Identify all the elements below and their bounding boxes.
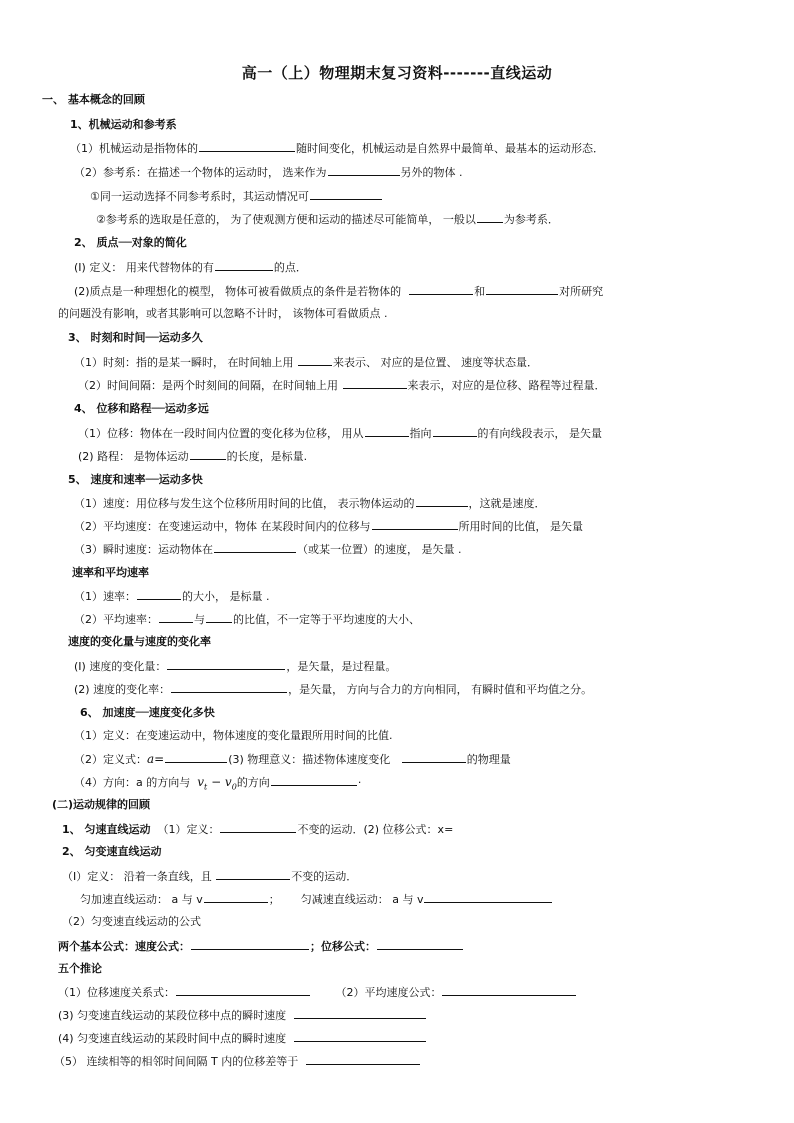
heading-particle: 2、 质点──对象的简化	[74, 236, 187, 249]
text-line: ①同一运动选择不同参考系时，其运动情况可	[90, 188, 383, 205]
heading-speed: 速率和平均速率	[72, 566, 149, 579]
text-line: 两个基本公式：速度公式： ；位移公式：	[58, 938, 464, 955]
fill-blank[interactable]	[294, 1030, 426, 1042]
fill-blank[interactable]	[199, 140, 295, 152]
text-line: (2) 路程： 是物体运动 的长度，是标量.	[78, 450, 308, 463]
text-line: （1）时刻：指的是某一瞬时， 在时间轴上用 来表示、 对应的是位置、 速度等状态量．	[74, 356, 538, 369]
section-heading-basic-concepts: 一、 基本概念的回顾	[42, 93, 145, 106]
fill-blank[interactable]	[159, 611, 193, 623]
fill-blank[interactable]	[220, 821, 296, 833]
fill-blank[interactable]	[216, 868, 290, 880]
text-line: （Ⅰ）定义： 沿着一条直线，且 不变的运动．	[62, 870, 358, 883]
text-line: 匀加速直线运动： a 与 v ； 匀减速直线运动： a 与 v	[80, 891, 553, 908]
fill-blank[interactable]	[442, 984, 576, 996]
heading-displacement: 4、 位移和路程──运动多远	[74, 402, 209, 415]
velocity-difference-formula: $v_t - v_0$	[197, 775, 237, 792]
fill-blank[interactable]	[176, 984, 310, 996]
text-line: (3) 匀变速直线运动的某段位移中点的瞬时速度	[58, 1007, 427, 1024]
fill-blank[interactable]	[402, 751, 466, 763]
text-line: (4) 匀变速直线运动的某段时间中点的瞬时速度	[58, 1030, 427, 1047]
heading-velocity-change: 速度的变化量与速度的变化率	[68, 635, 211, 648]
text-line: （1）机械运动是指物体的 随时间变化，机械运动是自然界中最简单、最基本的运动形态．	[70, 142, 604, 155]
fill-blank[interactable]	[137, 588, 181, 600]
text-line: （2）匀变速直线运动的公式	[62, 915, 201, 928]
fill-blank[interactable]	[214, 541, 296, 553]
heading-time: 3、 时刻和时间──运动多久	[68, 331, 203, 344]
text-line: （2）定义式：a= (3) 物理意义：描述物体速度变化 的物理量	[74, 752, 511, 766]
document-title: 高一（上）物理期末复习资料-------直线运动	[241, 64, 553, 82]
fill-blank[interactable]	[271, 774, 357, 786]
heading-five-inferences: 五个推论	[58, 962, 102, 975]
heading-acceleration: 6、 加速度──速度变化多快	[80, 706, 215, 719]
text-line: （1）定义：在变速运动中，物体速度的变化量跟所用时间的比值.	[74, 729, 393, 742]
text-line: （2）时间间隔：是两个时刻间的间隔，在时间轴上用 来表示，对应的是位移、路程等过程量．	[78, 379, 606, 392]
text-line: （2）参考系：在描述一个物体的运动时， 选来作为 另外的物体 .	[74, 166, 463, 179]
text-line: （1）位移：物体在一段时间内位置的变化移为位移， 用从 指向 的有向线段表示， 是矢量	[78, 427, 602, 440]
fill-blank[interactable]	[298, 354, 332, 366]
text-line: （5） 连续相等的相邻时间间隔 T 内的位移差等于	[54, 1053, 421, 1070]
text-line: ②参考系的选取是任意的， 为了使观测方便和运动的描述尽可能简单， 一般以 为参考系．	[96, 213, 559, 226]
heading-mechanical-motion: 1、机械运动和参考系	[70, 118, 177, 131]
text-line: 1、 匀速直线运动 （1）定义： 不变的运动．(2) 位移公式：x=	[62, 823, 454, 836]
fill-blank[interactable]	[409, 283, 473, 295]
text-line: （1）速度：用位移与发生这个位移所用时间的比值， 表示物体运动的 ，这就是速度．	[74, 497, 546, 510]
fill-blank[interactable]	[433, 425, 477, 437]
fill-blank[interactable]	[190, 448, 226, 460]
text-line: (2) 速度的变化率： ，是矢量， 方向与合力的方向相同， 有瞬时值和平均值之分。	[74, 683, 593, 696]
text-line: 的问题没有影响，或者其影响可以忽略不计时， 该物体可看做质点 .	[58, 307, 388, 320]
heading-velocity: 5、 速度和速率──运动多快	[68, 473, 203, 486]
fill-blank[interactable]	[377, 938, 463, 950]
fill-blank[interactable]	[343, 377, 407, 389]
text-line: （4）方向：a 的方向与 $v_t - v_0$的方向 ·	[74, 775, 362, 792]
fill-blank[interactable]	[165, 751, 227, 763]
text-line: (Ⅰ) 速度的变化量： ，是矢量，是过程量。	[74, 660, 397, 673]
text-line: (2)质点是一种理想化的模型， 物体可被看做质点的条件是若物体的 和 对所研究	[74, 285, 604, 298]
fill-blank[interactable]	[328, 164, 400, 176]
fill-blank[interactable]	[372, 518, 458, 530]
fill-blank[interactable]	[191, 938, 309, 950]
fill-blank[interactable]	[294, 1007, 426, 1019]
fill-blank[interactable]	[477, 211, 503, 223]
fill-blank[interactable]	[171, 681, 287, 693]
text-line: （3）瞬时速度：运动物体在 （或某一位置）的速度， 是矢量 .	[74, 543, 462, 556]
fill-blank[interactable]	[424, 891, 552, 903]
fill-blank[interactable]	[206, 611, 232, 623]
text-line: (Ⅰ) 定义： 用来代替物体的有 的点．	[74, 261, 307, 274]
fill-blank[interactable]	[204, 891, 268, 903]
heading-uniform-acceleration: 2、 匀变速直线运动	[62, 845, 162, 858]
fill-blank[interactable]	[167, 658, 285, 670]
text-line: （1）速率： 的大小， 是标量 .	[74, 590, 270, 603]
fill-blank[interactable]	[486, 283, 558, 295]
text-line: （2）平均速率： 与 的比值，不一定等于平均速度的大小、	[74, 613, 420, 626]
fill-blank[interactable]	[365, 425, 409, 437]
fill-blank[interactable]	[306, 1053, 420, 1065]
fill-blank[interactable]	[416, 495, 468, 507]
fill-blank[interactable]	[215, 259, 273, 271]
text-line: （2）平均速度：在变速运动中，物体 在某段时间内的位移与 所用时间的比值， 是矢量	[74, 520, 583, 533]
section-heading-motion-laws: (二)运动规律的回顾	[52, 798, 151, 811]
text-line: （1）位移速度关系式： （2）平均速度公式：	[58, 984, 577, 1001]
fill-blank[interactable]	[310, 188, 382, 200]
